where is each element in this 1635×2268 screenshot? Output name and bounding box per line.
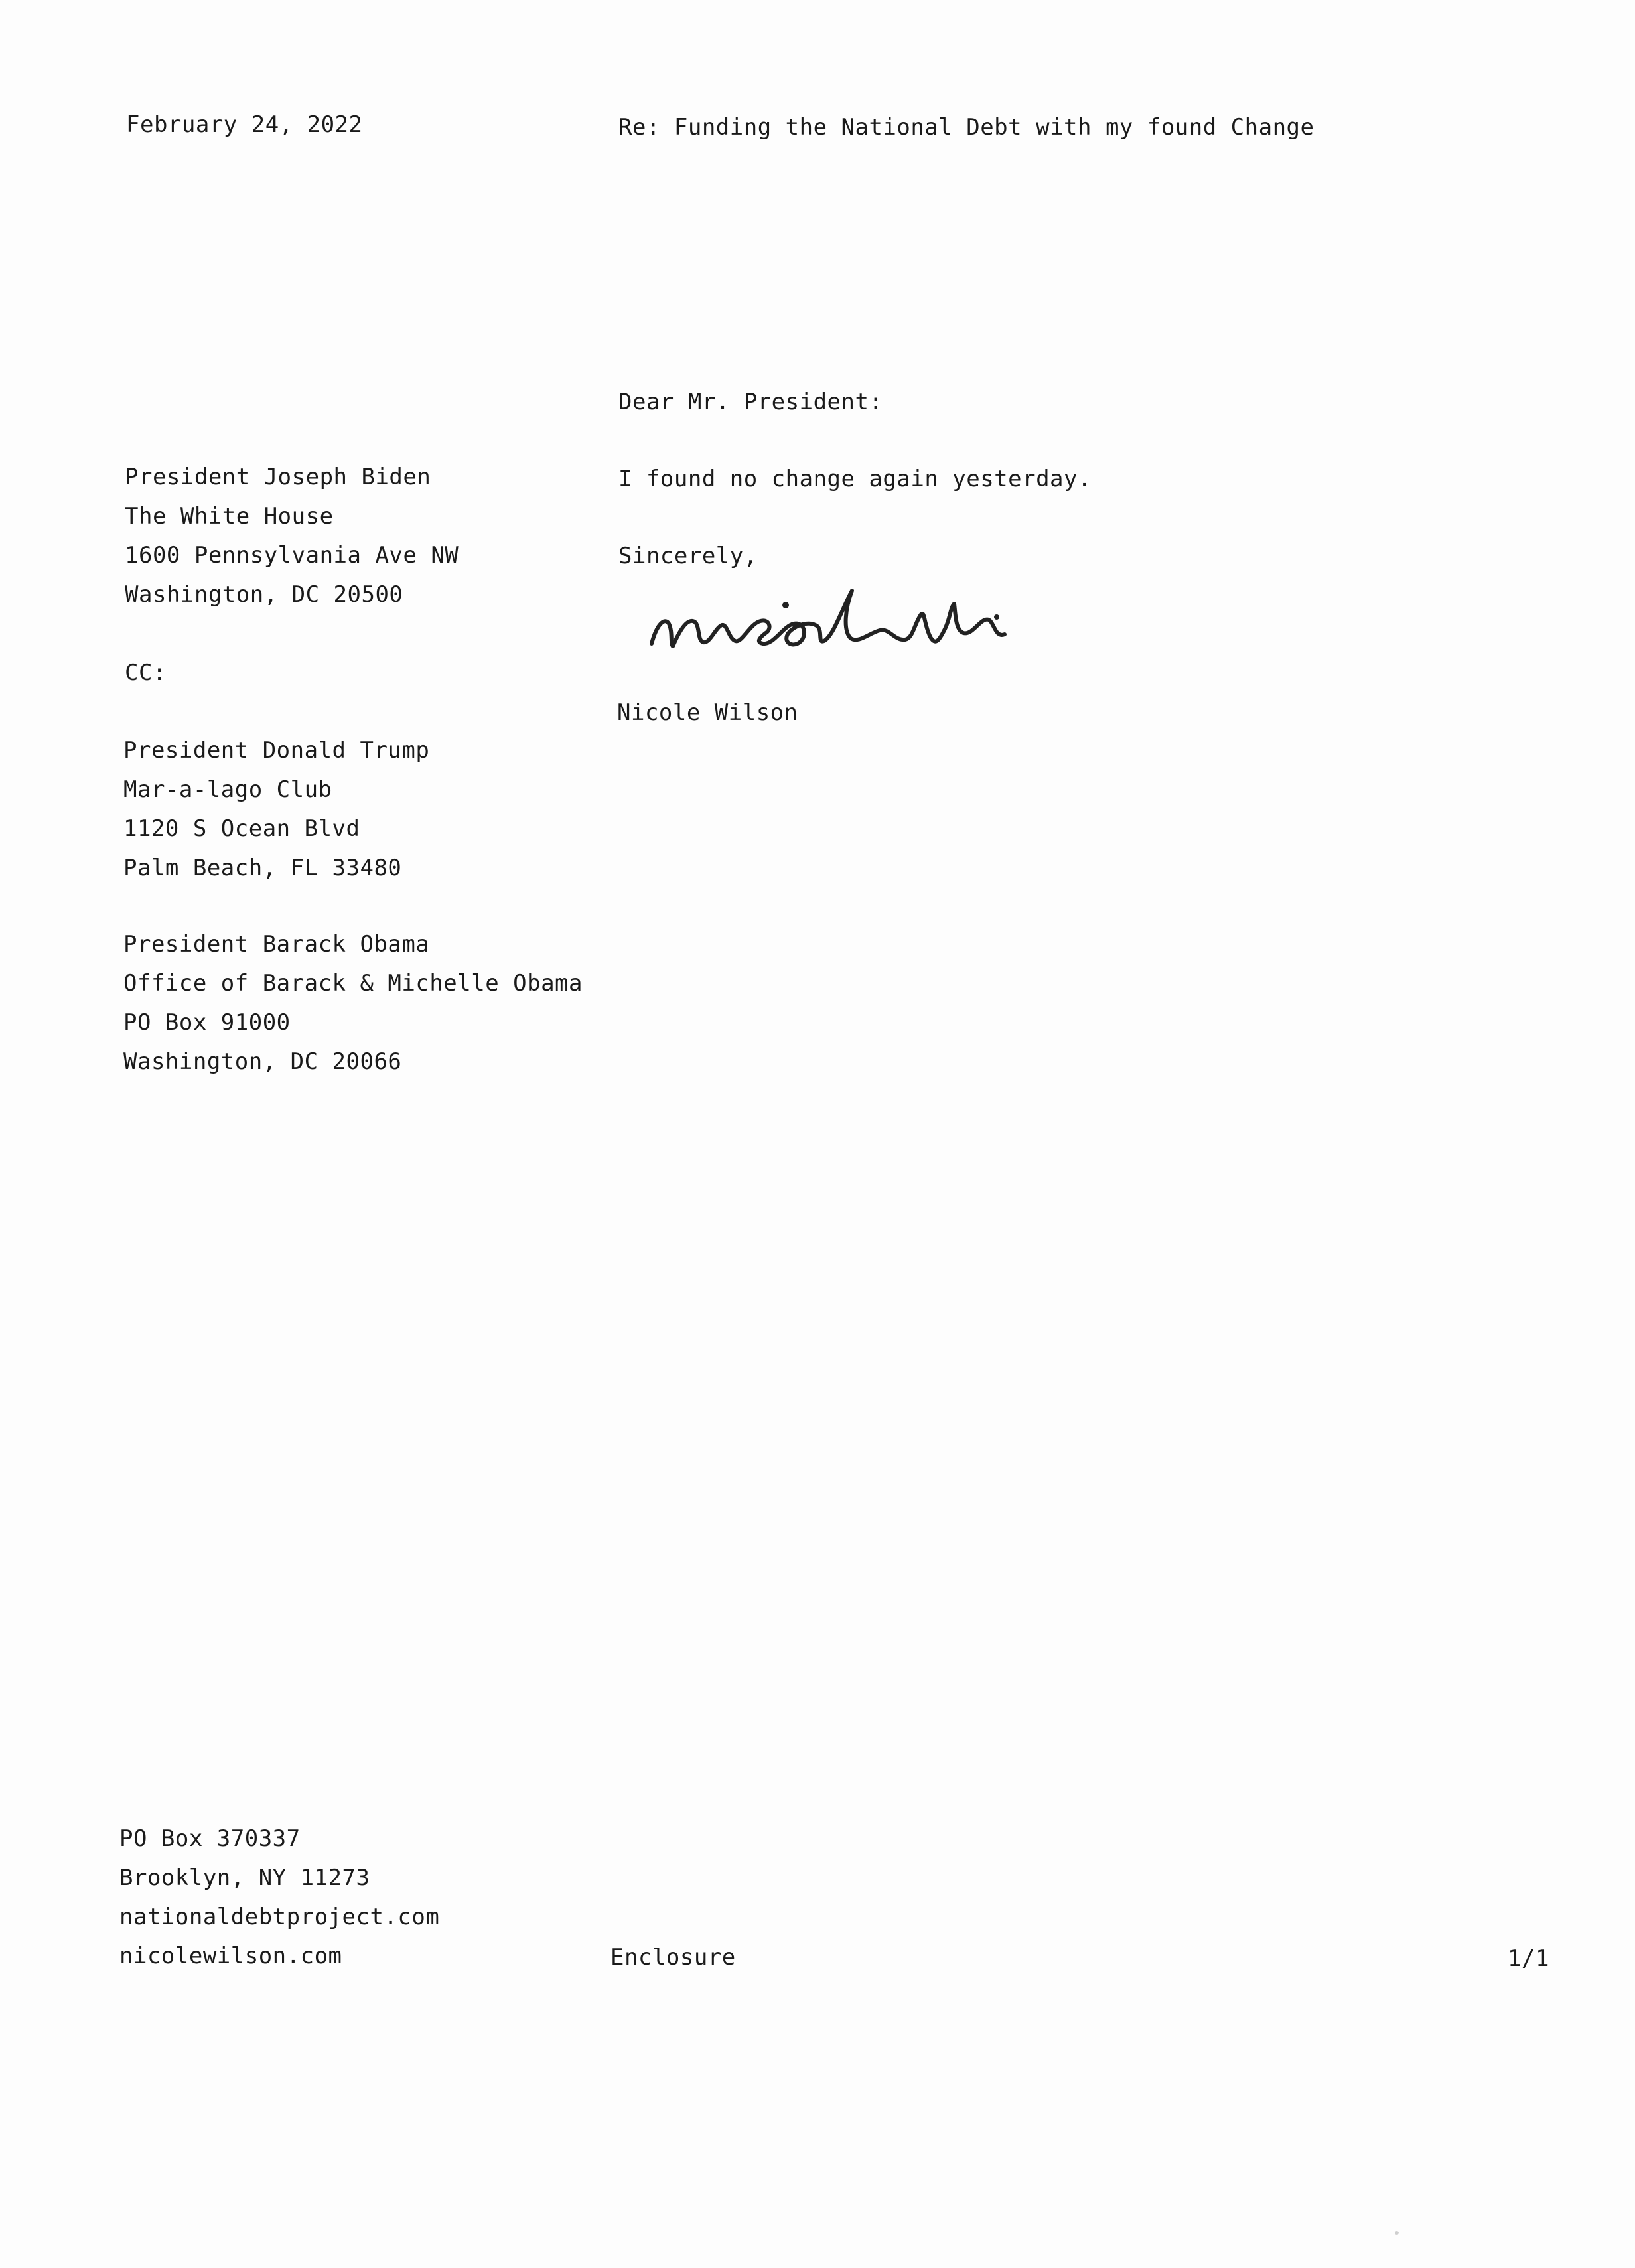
cc-recipient-address (123, 925, 583, 1082)
sender-website-link[interactable]: nicolewilson.com (119, 1943, 342, 1969)
recipient-line: 1600 Pennsylvania Ave NW (125, 542, 459, 569)
handwritten-signature (644, 577, 1015, 670)
cc-label: CC: (125, 660, 167, 686)
cc-address-line: Mar-a-lago Club (123, 776, 332, 803)
cc-address-line: President Donald Trump (123, 737, 430, 764)
cc-address-line: PO Box 91000 (123, 1009, 291, 1036)
cc-address-line: Palm Beach, FL 33480 (123, 855, 402, 881)
paper-speck (1395, 2231, 1399, 2235)
salutation: Dear Mr. President: (618, 389, 883, 415)
page-number: 1/1 (1508, 1946, 1549, 1972)
closing: Sincerely, (618, 543, 758, 569)
cc-address-line: President Barack Obama (123, 931, 430, 957)
letter-subject: Re: Funding the National Debt with my found Change (618, 114, 1315, 141)
cc-address-line: 1120 S Ocean Blvd (123, 815, 360, 842)
recipient-address (125, 458, 459, 614)
sender-name: Nicole Wilson (617, 699, 798, 726)
cc-address-line: Washington, DC 20066 (123, 1048, 402, 1075)
sender-address-line: PO Box 370337 (119, 1825, 301, 1852)
sender-website-link[interactable]: nationaldebtproject.com (119, 1904, 440, 1930)
cc-address-line: Office of Barack & Michelle Obama (123, 970, 583, 997)
letter-date: February 24, 2022 (126, 111, 363, 138)
recipient-line: President Joseph Biden (125, 464, 431, 490)
enclosure-note: Enclosure (610, 1944, 736, 1971)
recipient-line: The White House (125, 503, 334, 530)
recipient-line: Washington, DC 20500 (125, 581, 403, 608)
cc-recipient-address (123, 731, 429, 888)
sender-address-line: Brooklyn, NY 11273 (119, 1865, 370, 1891)
letter-message: I found no change again yesterday. (618, 466, 1092, 492)
sender-address (119, 1819, 439, 1976)
